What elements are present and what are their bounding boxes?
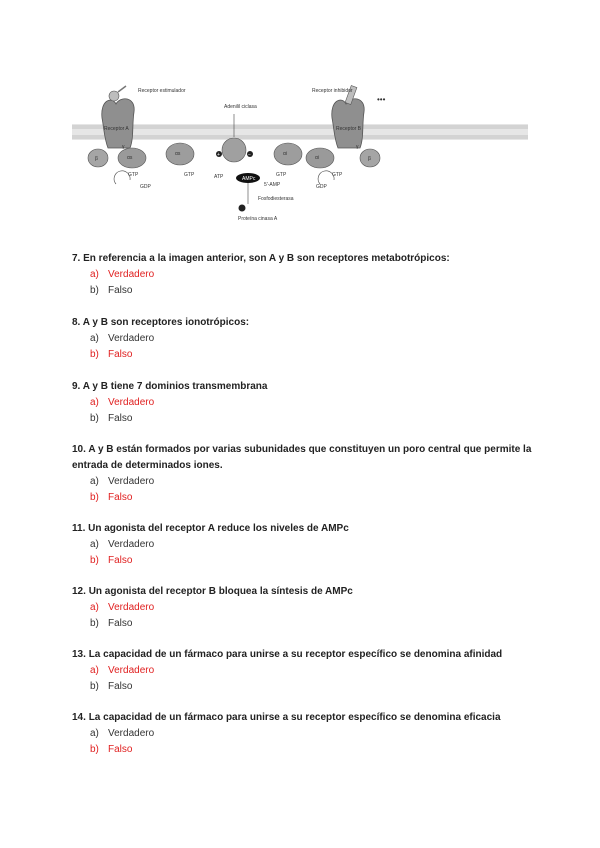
option-a[interactable] [90, 395, 532, 411]
question-7 [72, 251, 532, 299]
label-plus: + [217, 152, 220, 158]
option-label: Falso [108, 413, 133, 424]
label-gdp-b: GDP [316, 184, 327, 190]
question-9 [72, 379, 532, 427]
question-text: A y B están formados por varias subunidades que constituyen un poro central que permite la entrada de determinados iones. [72, 444, 532, 471]
option-label: Verdadero [108, 665, 155, 676]
label-gtp-b: GTP [332, 172, 343, 178]
option-b[interactable] [90, 679, 532, 695]
label-proteina-cinasa-a: Proteína cinasa A [238, 216, 278, 222]
option-a[interactable] [90, 267, 532, 283]
label-dots: ••• [377, 95, 386, 104]
label-gamma-b: γ [356, 144, 359, 150]
question-text: En referencia a la imagen anterior, son A y B son receptores metabotrópicos: [83, 253, 450, 264]
receptor-b-shape [332, 99, 364, 148]
option-a[interactable] [90, 600, 532, 616]
option-label: Falso [108, 285, 133, 296]
ligand-a [109, 91, 119, 101]
option-label: Verdadero [108, 269, 155, 280]
option-label: Verdadero [108, 476, 155, 487]
option-b[interactable] [90, 490, 532, 506]
label-ampc: AMPc [242, 176, 256, 182]
question-number: 8. [72, 317, 81, 328]
option-label: Verdadero [108, 397, 155, 408]
option-letter: a) [90, 397, 99, 408]
question-number: 11. [72, 523, 86, 534]
option-b[interactable] [90, 411, 532, 427]
question-8 [72, 315, 532, 363]
option-letter: b) [90, 681, 99, 692]
question-number: 14. [72, 712, 86, 723]
label-fosfodiesterasa: Fosfodiesterasa [258, 196, 294, 202]
adenylyl-cyclase-shape [222, 138, 246, 162]
option-b[interactable] [90, 553, 532, 569]
label-alpha-i-free: αi [283, 151, 288, 157]
question-14 [72, 710, 532, 758]
option-letter: a) [90, 269, 99, 280]
option-letter: a) [90, 728, 99, 739]
question-text: A y B son receptores ionotrópicos: [82, 317, 250, 328]
option-letter: b) [90, 744, 99, 755]
beta-subunit-a [88, 149, 108, 167]
option-letter: a) [90, 333, 99, 344]
option-a[interactable] [90, 663, 532, 679]
alpha-i-free [274, 143, 302, 165]
question-11 [72, 521, 532, 569]
question-12 [72, 584, 532, 632]
question-number: 10. [72, 444, 86, 455]
option-b[interactable] [90, 283, 532, 299]
question-text: La capacidad de un fármaco para unirse a su receptor específico se denomina afinidad [88, 649, 503, 660]
option-label: Falso [108, 349, 133, 360]
label-gtp-i: GTP [276, 172, 287, 178]
label-receptor-estimulador: Receptor estimulador [138, 88, 186, 94]
option-label: Verdadero [108, 539, 155, 550]
option-letter: a) [90, 602, 99, 613]
alpha-i-subunit-b [306, 148, 334, 168]
option-a[interactable] [90, 537, 532, 553]
option-label: Verdadero [108, 728, 155, 739]
option-letter: b) [90, 555, 99, 566]
option-letter: a) [90, 539, 99, 550]
label-receptor-a: Receptor A [104, 126, 129, 132]
option-label: Falso [108, 492, 133, 503]
question-13 [72, 647, 532, 695]
label-beta-b: β [368, 156, 371, 162]
question-number: 9. [72, 381, 81, 392]
option-label: Falso [108, 744, 133, 755]
label-minus: − [248, 152, 251, 158]
option-b[interactable] [90, 347, 532, 363]
option-label: Falso [108, 681, 133, 692]
option-a[interactable] [90, 331, 532, 347]
question-text: La capacidad de un fármaco para unirse a su receptor específico se denomina eficacia [88, 712, 501, 723]
label-gamma-a: γ [122, 144, 125, 150]
option-b[interactable] [90, 742, 532, 758]
label-receptor-inhibidor: Receptor inhibidor [312, 88, 353, 94]
question-number: 12. [72, 586, 86, 597]
label-gtp-free: GTP [184, 172, 195, 178]
question-text: A y B tiene 7 dominios transmembrana [82, 381, 268, 392]
label-alpha-s-a: αs [127, 155, 133, 161]
question-number: 13. [72, 649, 86, 660]
option-label: Falso [108, 555, 133, 566]
question-text: Un agonista del receptor A reduce los niveles de AMPc [88, 523, 349, 534]
label-receptor-b: Receptor B [336, 126, 362, 132]
option-a[interactable] [90, 474, 532, 490]
option-letter: a) [90, 476, 99, 487]
receptor-diagram-svg [72, 82, 528, 234]
label-beta-a: β [95, 156, 98, 162]
label-5-amp: 5'-AMP [264, 182, 281, 188]
option-label: Falso [108, 618, 133, 629]
option-a[interactable] [90, 726, 532, 742]
question-text: Un agonista del receptor B bloquea la síntesis de AMPc [88, 586, 353, 597]
question-number: 7. [72, 253, 81, 264]
receptor-diagram [72, 82, 528, 234]
label-alpha-i-b: αi [315, 155, 320, 161]
pka-marker [239, 205, 246, 212]
option-letter: b) [90, 349, 99, 360]
label-alpha-s-free: αs [175, 151, 181, 157]
label-atp: ATP [214, 174, 224, 180]
option-letter: b) [90, 413, 99, 424]
option-letter: b) [90, 618, 99, 629]
receptor-a-shape [102, 99, 134, 148]
option-b[interactable] [90, 616, 532, 632]
membrane [72, 124, 528, 140]
question-10 [72, 442, 532, 506]
label-adenilil-ciclasa: Adenilil ciclasa [224, 104, 257, 110]
option-letter: b) [90, 492, 99, 503]
option-label: Verdadero [108, 333, 155, 344]
label-gdp-a: GDP [140, 184, 151, 190]
option-letter: b) [90, 285, 99, 296]
label-gtp-a: GTP [128, 172, 139, 178]
option-letter: a) [90, 665, 99, 676]
option-label: Verdadero [108, 602, 155, 613]
